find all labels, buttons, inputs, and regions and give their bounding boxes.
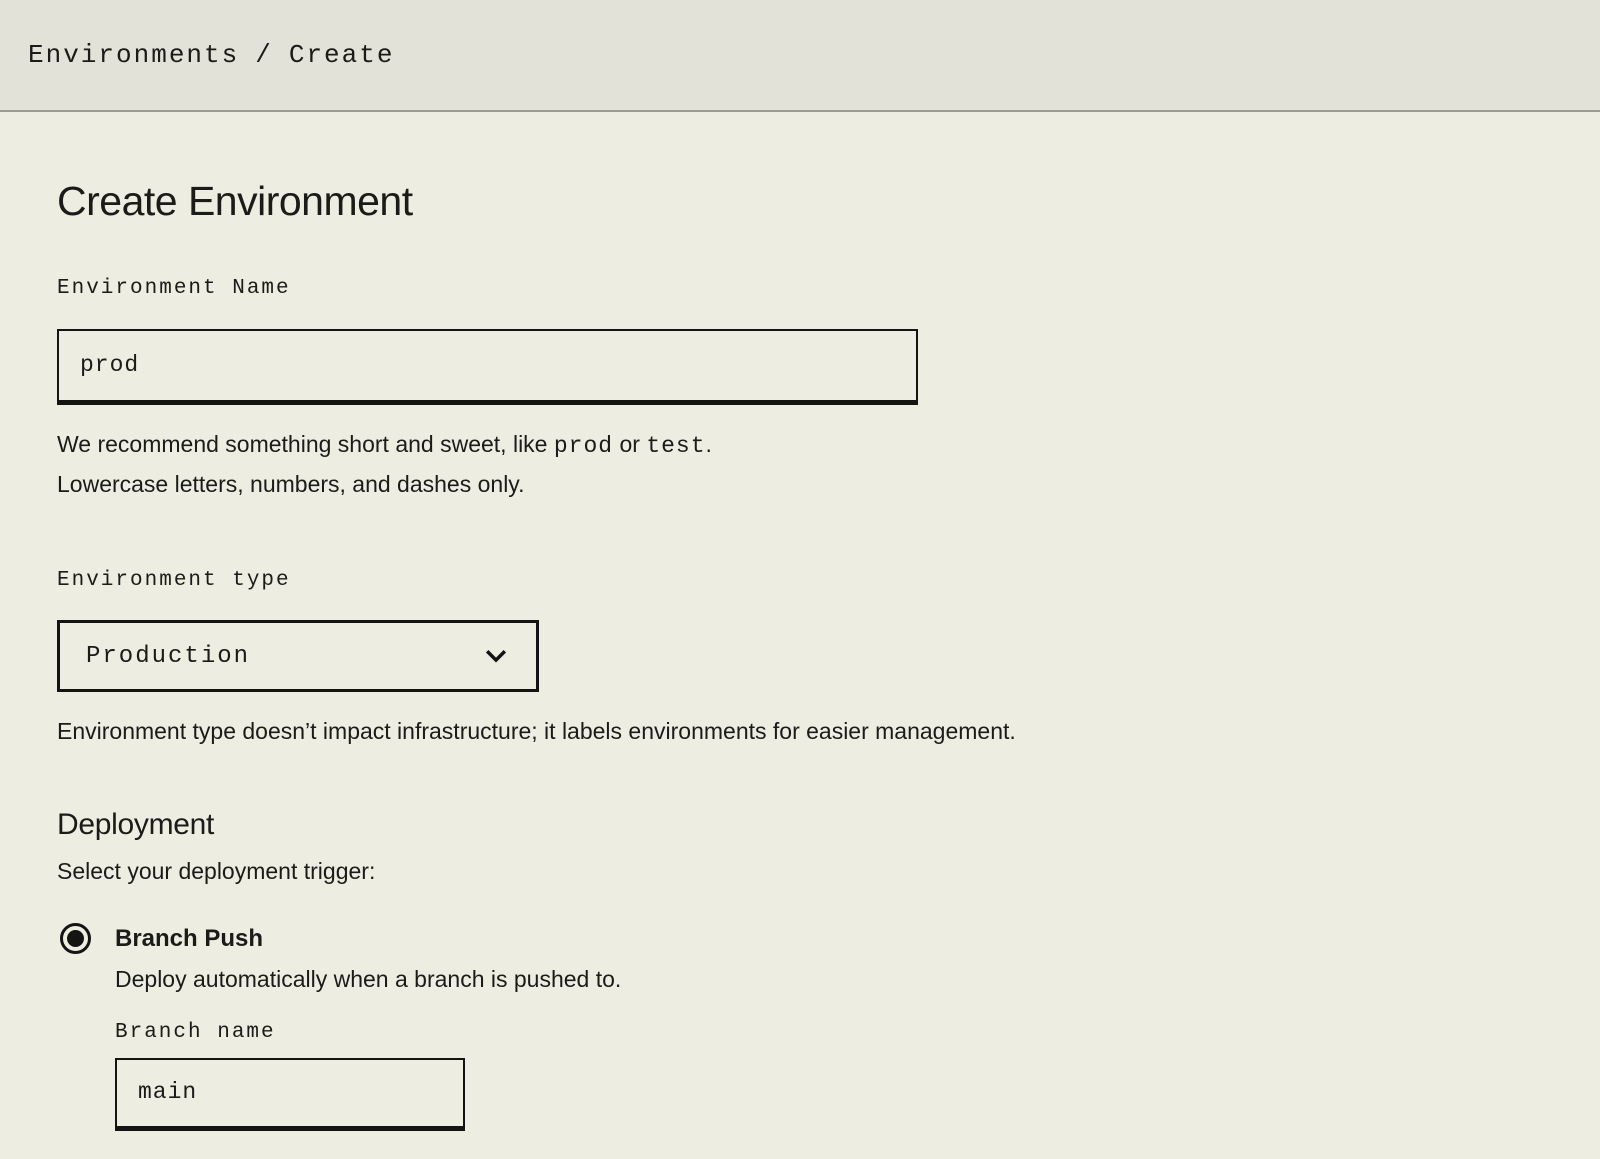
branch-push-option-body <box>115 923 621 1131</box>
breadcrumb-bar <box>0 0 1600 112</box>
environment-type-help: Environment type doesn’t impact infrastructure; it labels environments for easier management. <box>57 718 1016 744</box>
branch-name-input[interactable] <box>115 1058 465 1131</box>
branch-push-description: Deploy automatically when a branch is pushed to. <box>115 966 622 992</box>
branch-name-label: Branch name <box>115 1021 276 1044</box>
env-name-help-code-test: test <box>646 433 706 459</box>
breadcrumb-item-environments[interactable]: Environments <box>28 40 240 70</box>
branch-push-label[interactable]: Branch Push <box>115 925 264 952</box>
env-name-help-line-2: Lowercase letters, numbers, and dashes only. <box>57 471 525 497</box>
env-name-help-code-prod: prod <box>553 433 614 459</box>
breadcrumb <box>28 40 394 70</box>
branch-name-field <box>115 1021 621 1131</box>
radio-selected-dot <box>67 930 84 947</box>
env-name-help-text-2: or <box>613 431 647 457</box>
environment-name-input[interactable] <box>57 329 918 405</box>
deployment-subtitle: Select your deployment trigger: <box>57 858 376 884</box>
breadcrumb-item-create: Create <box>288 40 395 70</box>
create-environment-form <box>0 112 1600 1131</box>
env-name-help-text-3: . <box>705 431 712 457</box>
environment-type-label: Environment type <box>57 569 291 592</box>
chevron-down-icon <box>482 642 510 670</box>
breadcrumb-separator: / <box>255 40 273 70</box>
environment-name-help <box>57 425 1457 503</box>
environment-name-field <box>57 277 1600 503</box>
branch-push-radio[interactable] <box>60 923 91 954</box>
deployment-section-heading: Deployment <box>57 808 215 841</box>
deployment-option-branch-push <box>60 923 1600 1131</box>
environment-name-label: Environment Name <box>57 277 291 300</box>
environment-type-selected-value: Production <box>86 642 251 670</box>
page-title: Create Environment <box>57 178 413 224</box>
environment-type-select[interactable] <box>57 620 539 692</box>
environment-type-field <box>57 569 1600 750</box>
env-name-help-text-1: We recommend something short and sweet, like <box>57 431 554 457</box>
